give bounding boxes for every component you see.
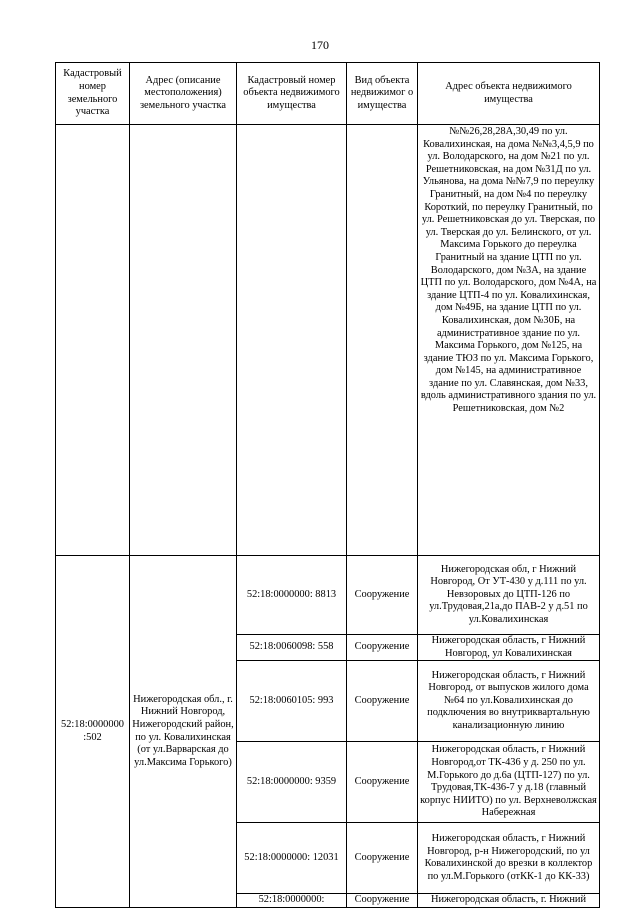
object-kind: Сооружение	[347, 635, 418, 661]
object-address: Нижегородская область, г. Нижний	[418, 894, 600, 908]
object-kind: Сооружение	[347, 556, 418, 635]
object-cadastral: 52:18:0000000: 9359	[237, 742, 347, 823]
object-cadastral: 52:18:0060098: 558	[237, 635, 347, 661]
header-parcel-cadastral: Кадастровый номер земельного участка	[56, 63, 130, 125]
table-row	[56, 556, 600, 635]
object-cadastral: 52:18:0000000: 12031	[237, 823, 347, 894]
object-kind: Сооружение	[347, 661, 418, 742]
object-kind: Сооружение	[347, 742, 418, 823]
object-address: Нижегородская обл, г Нижний Новгород, От УТ-430 у д.111 по ул. Невзоровых до ЦТП-126 по ул.Трудовая,21а,до ПАВ-2 у д.51 по ул.Ковалихинская	[418, 556, 600, 635]
object-address: №№26,28,28А,30,49 по ул. Ковалихинская, на дома №№3,4,5,9 по ул. Володарского, на дом №21 по ул. Решетниковская, на дом №31Д по ул. Ульянова, на дома №№7,9 по переулку Гранитный, на дом №4 по переулку Короткий, по переулку Гранитный, по ул. Решетниковская до ул. Тверская, по ул. Тверская до ул. Белинского, от ул. Максима Горького до переулка Гранитный на здание ЦТП по ул. Володарского, дом №3А, на здание ЦТП по ул. Володарского, дом №4А, на здание ЦТП-4 по ул. Ковалихинская, дом №49Б, на здание ЦТП по ул. Ковалихинская, дом №30Б, на административное здание по ул. Максима Горького, дом №125, на здание ТЮЗ по ул. Максима Горького, дом №145, на административное здание по ул. Славянская, дом №33, вдоль административного здания по ул. Решетниковская, дом №2	[418, 125, 600, 556]
object-address: Нижегородская область, г Нижний Новгород,от ТК-436 у д. 250 по ул. М.Горького до д.6а (ЦТП-127) по ул. Трудовая,ТК-436-7 у д.18 (главный корпус НИИТО) по ул. Верхневолжская Набережная	[418, 742, 600, 823]
register-table	[55, 62, 600, 908]
header-parcel-address: Адрес (описание местоположения) земельного участка	[130, 63, 237, 125]
object-address: Нижегородская область, г Нижний Новгород, ул Ковалихинская	[418, 635, 600, 661]
parcel-cadastral: 52:18:0000000 :502	[56, 556, 130, 908]
object-address: Нижегородская область, г Нижний Новгород, от выпусков жилого дома №64 по ул.Ковалихинская до подключения во внутриквартальную канализационную линию	[418, 661, 600, 742]
object-cadastral: 52:18:0060105: 993	[237, 661, 347, 742]
object-kind: Сооружение	[347, 894, 418, 908]
parcel-address: Нижегородская обл., г. Нижний Новгород, Нижегородский район, по ул. Ковалихинская (от ул.Варварская до ул.Максима Горького)	[130, 556, 237, 908]
table-row	[56, 125, 600, 556]
header-row	[56, 63, 600, 125]
header-object-kind: Вид объекта недвижимог о имущества	[347, 63, 418, 125]
object-address: Нижегородская область, г Нижний Новгород, р-н Нижегородский, по ул Ковалихинской до врезки в коллектор по ул.М.Горького (отКК-1 до КК-33)	[418, 823, 600, 894]
page-number: 170	[311, 38, 329, 52]
header-object-address: Адрес объекта недвижимого имущества	[418, 63, 600, 125]
empty-cell	[130, 125, 237, 556]
empty-cell	[56, 125, 130, 556]
object-cadastral: 52:18:0000000: 8813	[237, 556, 347, 635]
object-kind: Сооружение	[347, 823, 418, 894]
header-object-cadastral: Кадастровый номер объекта недвижимого имущества	[237, 63, 347, 125]
empty-cell	[237, 125, 347, 556]
object-cadastral: 52:18:0000000:	[237, 894, 347, 908]
empty-cell	[347, 125, 418, 556]
